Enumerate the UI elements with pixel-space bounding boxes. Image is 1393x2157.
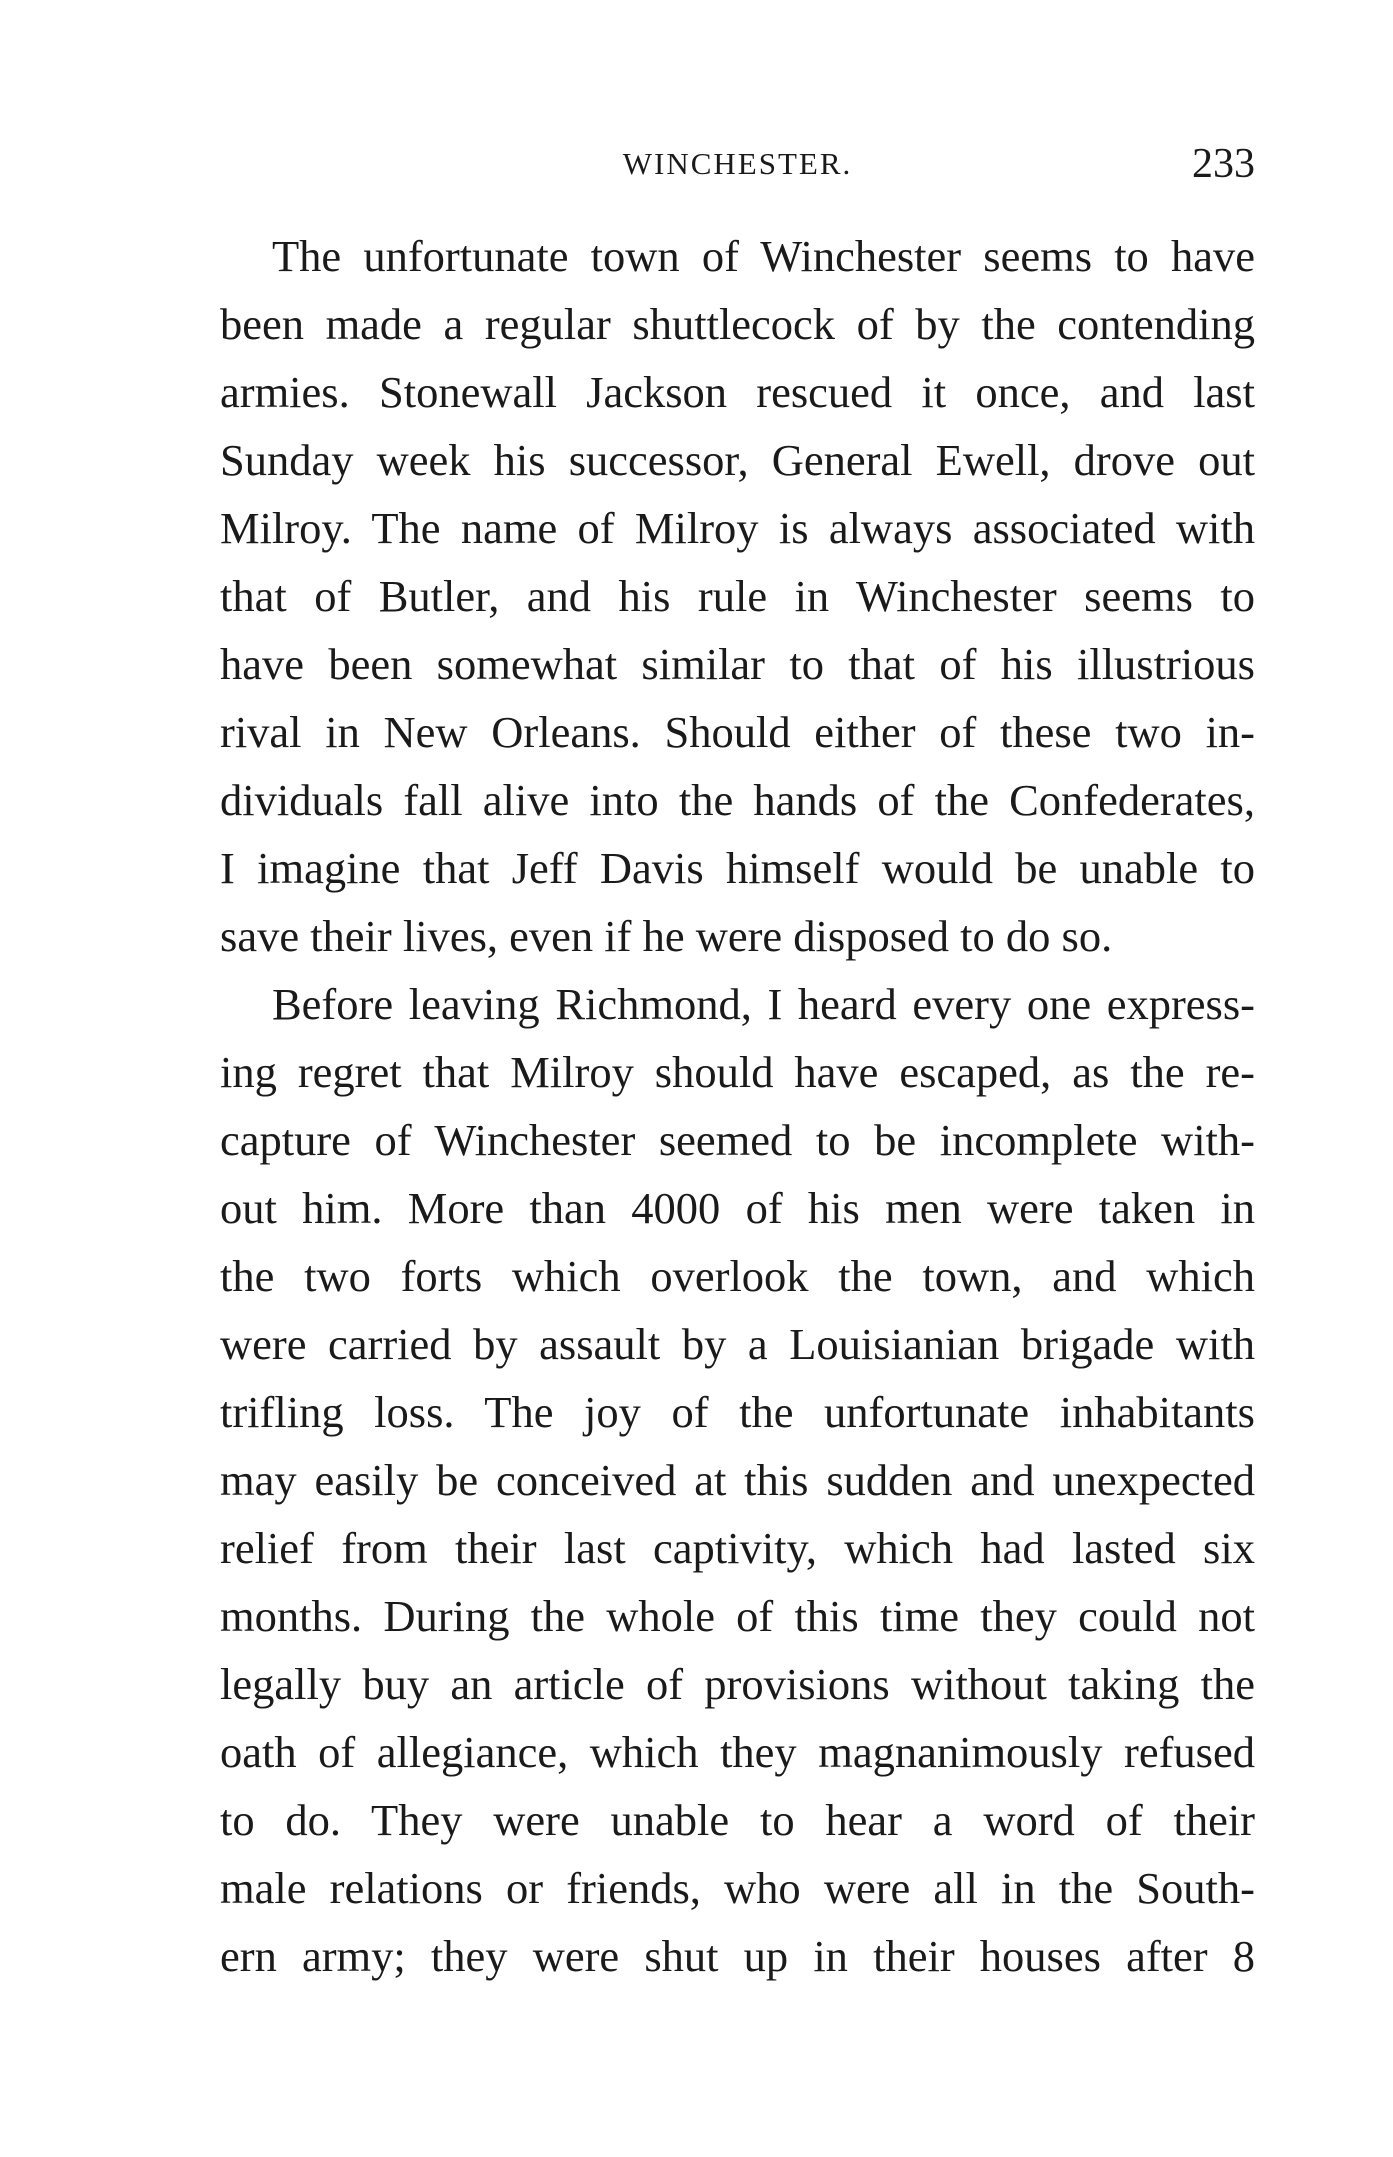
text-line: ing regret that Milroy should have escaped, as the re-: [220, 1047, 1255, 1097]
text-line: been made a regular shuttlecock of by the contending: [220, 299, 1255, 349]
page-number: 233: [1192, 141, 1255, 187]
text-line: The unfortunate town of Winchester seems to have: [272, 231, 1255, 281]
text-line: armies. Stonewall Jackson rescued it once, and last: [220, 367, 1255, 417]
text-line: legally buy an article of provisions without taking the: [220, 1659, 1255, 1709]
text-line: Milroy. The name of Milroy is always associated with: [220, 503, 1255, 553]
running-title: WINCHESTER.: [622, 146, 853, 181]
text-line: male relations or friends, who were all in the South-: [220, 1863, 1255, 1913]
text-line: trifling loss. The joy of the unfortunate inhabitants: [220, 1387, 1255, 1437]
text-line: I imagine that Jeff Davis himself would be unable to: [220, 843, 1255, 893]
text-line: dividuals fall alive into the hands of the Confederates,: [220, 775, 1255, 825]
text-line: have been somewhat similar to that of his illustrious: [220, 639, 1255, 689]
text-line: out him. More than 4000 of his men were taken in: [220, 1183, 1255, 1233]
text-line: the two forts which overlook the town, and which: [220, 1251, 1255, 1301]
text-line: may easily be conceived at this sudden and unexpected: [220, 1455, 1255, 1505]
text-line: Before leaving Richmond, I heard every one express-: [272, 979, 1255, 1029]
text-line: capture of Winchester seemed to be incomplete with-: [220, 1115, 1255, 1165]
text-line: save their lives, even if he were disposed to do so.: [220, 911, 1113, 961]
paragraph-1: [220, 222, 1255, 970]
text-line: that of Butler, and his rule in Winchester seems to: [220, 571, 1255, 621]
text-line: Sunday week his successor, General Ewell, drove out: [220, 435, 1255, 485]
text-line: months. During the whole of this time they could not: [220, 1591, 1255, 1641]
body-text: [220, 222, 1255, 1990]
text-line: ern army; they were shut up in their houses after 8: [220, 1931, 1255, 1981]
paragraph-2: [220, 970, 1255, 1990]
text-line: rival in New Orleans. Should either of these two in-: [220, 707, 1255, 757]
text-line: relief from their last captivity, which had lasted six: [220, 1523, 1255, 1573]
text-line: were carried by assault by a Louisianian brigade with: [220, 1319, 1255, 1369]
text-line: oath of allegiance, which they magnanimously refused: [220, 1727, 1255, 1777]
text-line: to do. They were unable to hear a word of their: [220, 1795, 1255, 1845]
running-head: [220, 140, 1255, 200]
